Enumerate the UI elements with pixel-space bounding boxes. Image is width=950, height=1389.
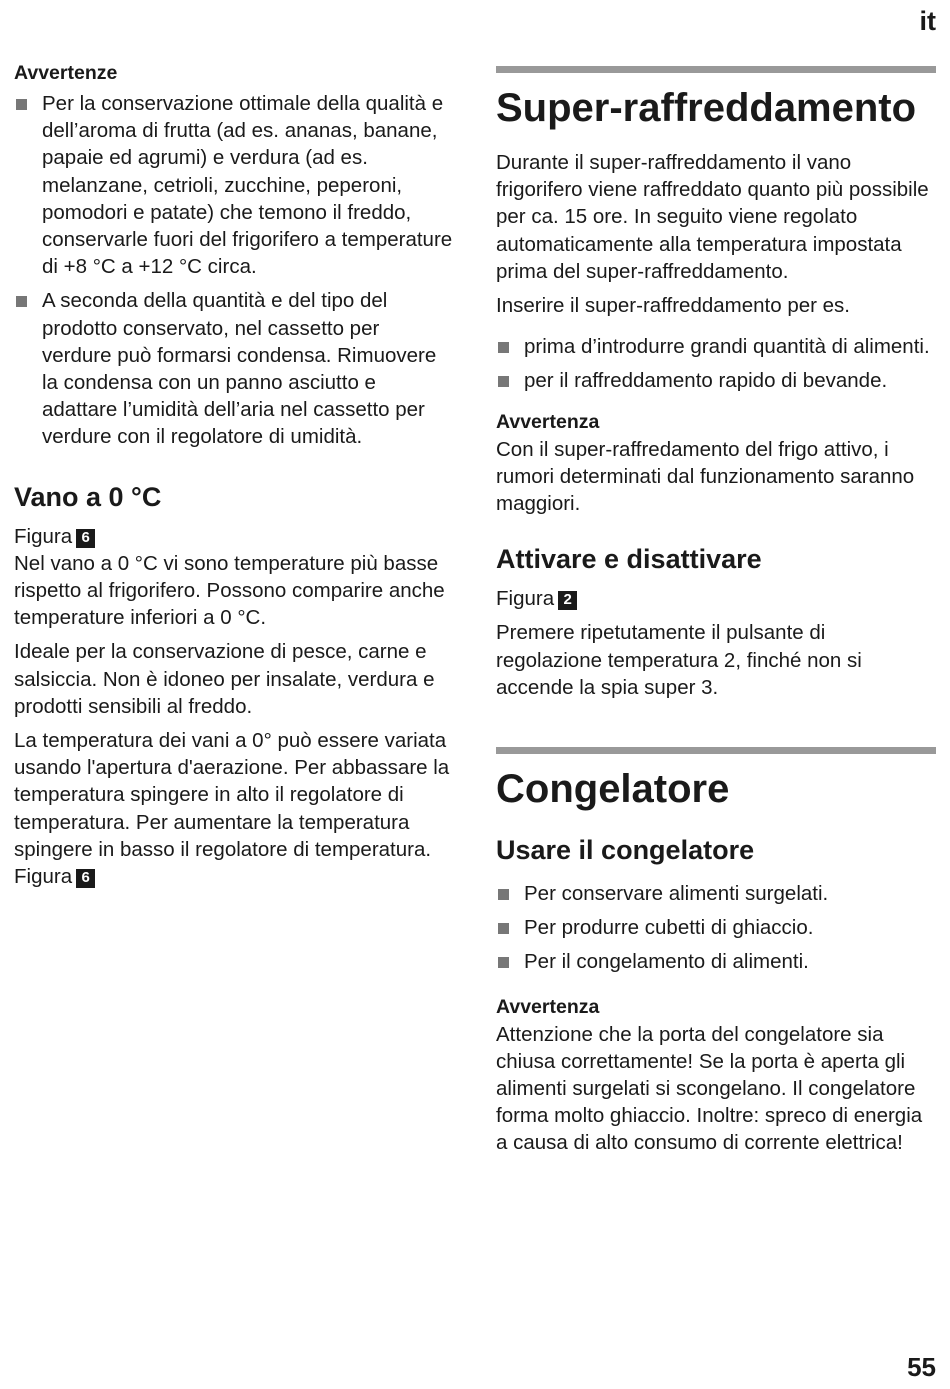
super-note: Con il super-raffredamento del frigo attivo, i rumori determinati dal funzionamento saranno maggiori. <box>496 437 915 516</box>
usare-list <box>496 880 936 976</box>
super-list <box>496 333 936 394</box>
super-note-title: Avvertenza <box>496 410 600 433</box>
list-item-text: per il raffreddamento rapido di bevande. <box>524 369 888 393</box>
list-item-text: Per il congelamento di alimenti. <box>524 950 809 974</box>
square-bullet-icon <box>498 957 509 968</box>
section-rule <box>496 66 936 73</box>
figure-number-badge: 6 <box>76 529 95 548</box>
vano-paragraph-1: Nel vano a 0 °C vi sono temperature più basse rispetto al frigorifero. Possono comparire anche temperature inferiori a 0 °C. <box>14 551 445 630</box>
congelatore-note-title: Avvertenza <box>496 995 600 1018</box>
figure-number-badge: 6 <box>76 869 95 888</box>
notes-list <box>14 90 454 451</box>
vano-paragraph-3: La temperatura dei vani a 0° può essere variata usando l'apertura d'aerazione. Per abbassare la temperatura spingere in alto il regolatore di temperatura. Per aumentare la temperatura spingere in basso il regolatore di temperatura. <box>14 729 450 861</box>
list-item <box>496 948 936 975</box>
attivare-paragraph: Premere ripetutamente il pulsante di regolazione temperatura 2, finché non si accende la spia super 3. <box>496 621 862 699</box>
vano-figure-ref <box>14 523 454 550</box>
notes-title: Avvertenze <box>14 62 118 84</box>
list-item <box>496 367 936 394</box>
congelatore-note: Attenzione che la porta del congelatore sia chiusa correttamente! Se la porta è aperta gli alimenti surgelati si scongelano. Il congelatore forma molto ghiaccio. Inoltre: spreco di energia a causa di alto consumo di corrente elettrica! <box>496 1022 923 1155</box>
section-rule <box>496 747 936 754</box>
left-column <box>14 60 454 890</box>
attivare-title: Attivare e disattivare <box>496 544 762 575</box>
list-item-text: A seconda della quantità e del tipo del prodotto conservato, nel cassetto per verdure può formarsi condensa. Rimuovere la condensa con un panno asciutto e adattare l’umidità dell’aria nel cassetto per verdure con il regolatore di umidità. <box>42 289 437 449</box>
list-item-text: Per la conservazione ottimale della qualità e dell’aroma di frutta (ad es. ananas, banane, papaie ed agrumi) e verdura (ad es. melanzane, cetrioli, zucchine, peperoni, pomodori e patate) che temono il freddo, conservarle fuori del frigorifero a temperature di +8 °C a +12 °C circa. <box>42 92 453 279</box>
list-item <box>496 914 936 941</box>
square-bullet-icon <box>498 342 509 353</box>
list-item <box>496 880 936 907</box>
usare-title: Usare il congelatore <box>496 835 755 866</box>
right-column <box>496 66 936 1157</box>
vano-paragraph-2: Ideale per la conservazione di pesce, carne e salsiccia. Non è idoneo per insalate, verdura e prodotti sensibili al freddo. <box>14 640 435 718</box>
square-bullet-icon <box>498 889 509 900</box>
vano-title: Vano a 0 °C <box>14 481 162 512</box>
vano-figure-ref-2 <box>14 863 454 890</box>
square-bullet-icon <box>16 99 27 110</box>
congelatore-title: Congelatore <box>496 767 730 812</box>
list-item <box>14 287 454 450</box>
super-paragraph-1: Durante il super-raffreddamento il vano frigorifero viene raffreddato quanto più possibile per ca. 15 ore. In seguito viene regolato automaticamente alla temperatura impostata prima del super-raffreddamento. <box>496 151 929 283</box>
list-item-text: Per conservare alimenti surgelati. <box>524 882 829 906</box>
super-title: Super-raffreddamento <box>496 86 917 130</box>
super-paragraph-2: Inserire il super-raffreddamento per es. <box>496 294 850 318</box>
list-item <box>496 333 936 360</box>
square-bullet-icon <box>498 376 509 387</box>
list-item <box>14 90 454 280</box>
figure-label: Figura <box>14 524 73 548</box>
attivare-figure-ref <box>496 585 936 612</box>
square-bullet-icon <box>498 923 509 934</box>
page-number: 55 <box>907 1352 936 1382</box>
square-bullet-icon <box>16 296 27 307</box>
figure-label: Figura <box>14 865 73 889</box>
language-tag: it <box>919 6 936 36</box>
figure-label: Figura <box>496 587 555 611</box>
list-item-text: Per produrre cubetti di ghiaccio. <box>524 916 814 940</box>
figure-number-badge: 2 <box>558 591 577 610</box>
list-item-text: prima d’introdurre grandi quantità di alimenti. <box>524 335 930 359</box>
